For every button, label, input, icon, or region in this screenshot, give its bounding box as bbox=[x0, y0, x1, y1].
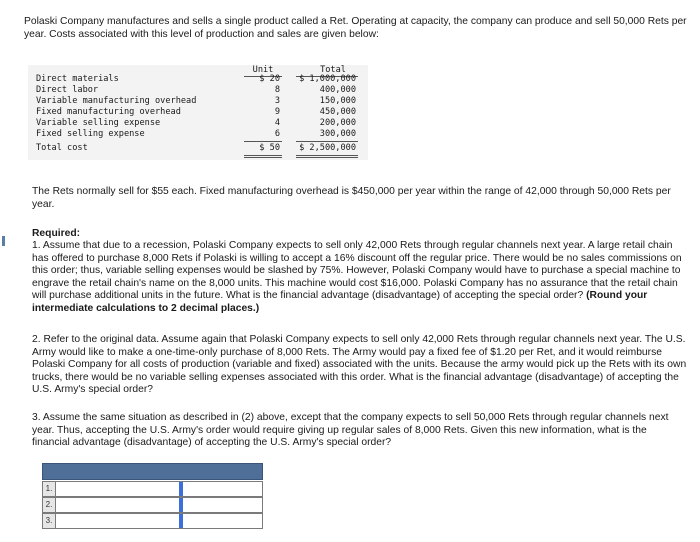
cost-table bbox=[28, 65, 368, 160]
question-1-text: 1. Assume that due to a recession, Polaski Company expects to sell only 42,000 Rets through regular channels next year. A large retail chain has offered to purchase 8,000 Rets if Polaski is willing to accept a 16% discount off the regular price. There would be no sales commissions on this order; thus, variable selling expenses would be slashed by 75%. However, Polaski Company would have to purchase a special machine to engrave the retail chain's name on the 8,000 units. This machine would cost $16,000. Polaski Company has no assurance that the retail chain will purchase additional units in the future. What is the financial advantage (disadvantage) of accepting the special order? bbox=[32, 240, 682, 302]
answer-2-label-cell[interactable] bbox=[55, 498, 181, 512]
cost-row bbox=[28, 107, 368, 118]
normal-price-paragraph: The Rets normally sell for $55 each. Fixed manufacturing overhead is $450,000 per year within the range of 42,000 through 50,000 Rets per year. bbox=[32, 186, 671, 210]
total-cost-unit: $ 50 bbox=[259, 143, 280, 153]
total-double-rule-top bbox=[296, 155, 358, 156]
question-3: 3. Assume the same situation as described in (2) above, except that the company expects to sell 50,000 Rets through regular channels next year. Thus, accepting the U.S. Army's order would require giving up regular sales of 8,000 Rets. Given this new information, what is the financial advantage (disadvantage) of accepting the U.S. Army's special order? bbox=[32, 412, 669, 449]
answer-table-header bbox=[42, 463, 263, 480]
answer-3-label-cell[interactable] bbox=[55, 514, 181, 528]
question-1 bbox=[32, 240, 687, 316]
total-cost-total: $ 2,500,000 bbox=[299, 143, 356, 153]
question-1-rounding-note: (Round your intermediate calculations to 2 decimal places.) bbox=[32, 290, 648, 314]
cost-row-label: Direct labor bbox=[36, 85, 99, 95]
total-double-rule-bottom bbox=[296, 157, 358, 158]
cost-row-label: Variable selling expense bbox=[36, 118, 161, 128]
unit-double-rule-bottom bbox=[244, 157, 282, 158]
cost-row bbox=[28, 85, 368, 96]
cost-row-unit: 9 bbox=[274, 107, 280, 117]
total-cost-row bbox=[28, 143, 368, 154]
answer-row bbox=[42, 481, 263, 497]
intro-paragraph: Polaski Company manufactures and sells a single product called a Ret. Operating at capacity, the company can produce and sell 50,000 Rets per year. Costs associated with this level of production and sales are given below: bbox=[24, 16, 687, 40]
answer-row bbox=[42, 497, 263, 513]
cost-row-label: Fixed selling expense bbox=[36, 129, 145, 139]
total-header: Total bbox=[320, 65, 346, 75]
total-cost-label: Total cost bbox=[36, 143, 88, 153]
left-edge-marker bbox=[2, 236, 5, 246]
cost-row-unit: 4 bbox=[274, 118, 280, 128]
cost-row-total: 300,000 bbox=[319, 129, 356, 139]
cost-row bbox=[28, 74, 368, 85]
answer-row-number: 3. bbox=[43, 514, 56, 528]
cost-row-label: Fixed manufacturing overhead bbox=[36, 107, 181, 117]
cost-row-total: $ 1,000,000 bbox=[299, 74, 356, 84]
answer-1-value-cell[interactable] bbox=[181, 482, 264, 496]
unit-header: Unit bbox=[252, 65, 274, 75]
cost-row bbox=[28, 96, 368, 107]
answer-3-value-cell[interactable] bbox=[181, 514, 264, 528]
answer-1-label-cell[interactable] bbox=[55, 482, 181, 496]
cost-row-total: 200,000 bbox=[319, 118, 356, 128]
question-2: 2. Refer to the original data. Assume again that Polaski Company expects to sell only 42,000 Rets through regular channels next year. The U.S. Army would like to make a one-time-only purchase of 8,000 Rets. The Army would pay a fixed fee of $1.20 per Ret, and it would reimburse Polaski Company for all costs of production (variable and fixed) associated with the units. Because the army would pick up the Rets with its own trucks, there would be no variable selling expenses associated with this order. What is the financial advantage (disadvantage) of accepting the U.S. Army's special order? bbox=[32, 334, 687, 396]
unit-double-rule-top bbox=[244, 155, 282, 156]
answer-row-number: 2. bbox=[43, 498, 56, 512]
answer-row-number: 1. bbox=[43, 482, 56, 496]
cost-row-unit: 3 bbox=[274, 96, 280, 106]
cost-row-unit: 8 bbox=[274, 85, 280, 95]
cost-row-total: 150,000 bbox=[319, 96, 356, 106]
cost-row-unit: 6 bbox=[274, 129, 280, 139]
answer-row bbox=[42, 513, 263, 529]
cost-row-total: 400,000 bbox=[319, 85, 356, 95]
required-heading: Required: bbox=[32, 228, 81, 239]
cost-row-total: 450,000 bbox=[319, 107, 356, 117]
cost-row-unit: $ 20 bbox=[259, 74, 280, 84]
answer-table bbox=[42, 463, 263, 529]
cost-row bbox=[28, 118, 368, 129]
cost-row bbox=[28, 129, 368, 140]
cost-row-label: Variable manufacturing overhead bbox=[36, 96, 197, 106]
total-subtotal-rule bbox=[296, 141, 358, 142]
cost-row-label: Direct materials bbox=[36, 74, 119, 84]
unit-subtotal-rule bbox=[244, 141, 282, 142]
answer-2-value-cell[interactable] bbox=[181, 498, 264, 512]
